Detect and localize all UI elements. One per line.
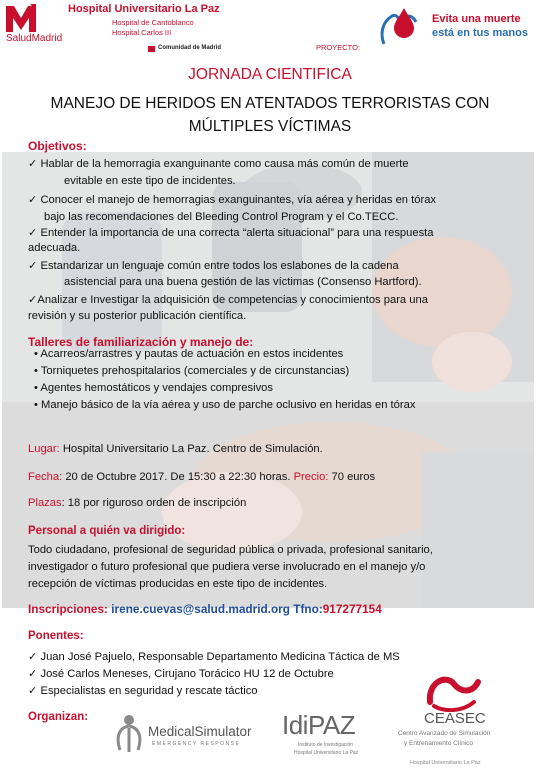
medical-simulator-name: MedicalSimulator [148,724,252,739]
medical-simulator-figure-icon [112,714,146,754]
precio-label: Precio: [293,471,329,483]
ceasec-sub-3: Hospital Universitario La Paz [410,760,481,766]
taller-text: Torniquetes prehospitalarios (comerciales y de circunstancias) [40,365,350,377]
tfno-label: Tfno: [293,602,323,616]
taller-list-item: • Torniquetes prehospitalarios (comerciales y de circunstancias) [34,365,350,377]
event-subtitle [0,92,540,138]
idipaz-sub-1: Instituto de Investigación [298,742,354,748]
ponente-line: ✓ Juan José Pajuelo, Responsable Departamento Medicina Táctica de MS [28,651,400,663]
tfno-value: 917277154 [322,602,382,616]
event-title: JORNADA CIENTIFICA [188,66,352,83]
lugar-label: Lugar: [28,443,60,455]
objetivo-line: asistencial para una buena gestión de las víctimas (Consenso Hartford). [64,276,422,288]
objetivo-line: ✓ Conocer el manejo de hemorragias exanguinantes, vía aérea y heridas en tórax [28,194,437,206]
plazas-line [28,497,246,509]
idipaz-name: IdiPAZ [282,710,356,740]
objetivo-line: revisión y su posterior publicación científica. [28,310,247,322]
hospital-name: Hospital Universitario La Paz [68,3,220,15]
precio-value: 70 euros [331,471,376,483]
fecha-value: 20 de Octubre 2017. De 15:30 a 22:30 horas. [65,471,291,483]
inscripciones-email-link[interactable]: irene.cuevas@salud.madrid.org [111,602,290,616]
event-subtitle-line-1: MANEJO DE HERIDOS EN ATENTADOS TERRORISTAS CON [50,95,490,112]
taller-text: Manejo básico de la vía aérea y uso de parche oclusivo en heridas en tórax [41,399,416,411]
personal-heading: Personal a quién va dirigido: [28,525,186,537]
campaign-line-2: está en tus manos [432,27,528,39]
inscripciones-label: Inscripciones: [28,602,108,616]
taller-text: Acarreos/arrastres y pautas de actuación en estos incidentes [40,348,344,360]
objetivos-heading: Objetivos: [28,139,87,153]
medical-simulator-logo [112,712,262,756]
comunidad-flag-icon [148,46,155,52]
objetivo-line: ✓ Entender la importancia de una correcta “alerta situacional” para una respuesta [28,227,434,239]
salud-madrid-label: SaludMadrid [6,33,63,44]
lugar-line [28,443,323,455]
campaign-line-1: Evita una muerte [432,13,521,25]
ceasec-mark-icon [424,672,486,712]
ponente-line: ✓ José Carlos Meneses, Cirujano Torácico HU 12 de Octubre [28,668,334,680]
personal-line: investigador o futuro profesional que pudiera verse involucrado en el manejo y/o [28,561,426,573]
objetivo-line: evitable en este tipo de incidentes. [64,175,236,187]
inscripciones-line [28,602,382,616]
taller-list-item: • Agentes hemostáticos y vendajes compresivos [34,382,273,394]
campaign-hand-drop-icon [378,4,428,48]
organizan-heading: Organizan: [28,711,89,723]
hospital-sub-carlos-iii: Hospital Carlos III [112,28,172,37]
talleres-heading: Talleres de familiarización y manejo de: [28,335,254,349]
objetivo-line: ✓Analizar e Investigar la adquisición de competencias y conocimientos para una [28,294,428,306]
objetivo-line: ✓ Hablar de la hemorragia exanguinante como causa más común de muerte [28,158,409,170]
fecha-label: Fecha: [28,471,63,483]
objetivo-line: adecuada. [28,242,81,254]
ceasec-name: CEASEC [424,710,486,727]
ponentes-heading: Ponentes: [28,630,84,642]
idipaz-logo [280,710,384,762]
plazas-value: : 18 por riguroso orden de inscripción [61,497,247,509]
taller-list-item: • Acarreos/arrastres y pautas de actuación en estos incidentes [34,348,344,360]
personal-line: recepción de víctimas producidas en este tipo de incidentes. [28,578,328,590]
comunidad-label: Comunidad de Madrid [158,45,221,51]
personal-line: Todo ciudadano, profesional de seguridad pública o privada, profesional sanitario, [28,544,433,556]
ponente-line: ✓ Especialistas en seguridad y rescate táctico [28,685,258,697]
ceasec-sub-1: Centro Avanzado de Simulación [398,730,491,737]
taller-text: Agentes hemostáticos y vendajes compresivos [40,382,273,394]
idipaz-sub-2: Hospital Universitario La Paz [294,750,359,756]
header [0,0,540,60]
proyecto-label: PROYECTO: [316,43,361,52]
lugar-value: Hospital Universitario La Paz. Centro de Simulación. [62,443,323,455]
hospital-sub-cantoblanco: Hospital de Cantoblanco [112,18,194,27]
taller-list-item: • Manejo básico de la vía aérea y uso de parche oclusivo en heridas en tórax [34,399,416,411]
medical-simulator-tagline: EMERGENCY RESPONSE [152,741,241,747]
ceasec-logo [398,672,534,774]
objetivo-line: bajo las recomendaciones del Bleeding Control Program y el Co.TECC. [44,211,399,223]
event-subtitle-line-2: MÚLTIPLES VÍCTIMAS [188,118,352,135]
objetivo-line: ✓ Estandarizar un lenguaje común entre todos los eslabones de la cadena [28,260,399,272]
ceasec-sub-2: y Entrenamiento Clínico [404,740,474,747]
fecha-line [28,471,375,483]
plazas-label: Plazas [28,497,62,509]
comunidad-madrid-m-logo [6,4,36,32]
